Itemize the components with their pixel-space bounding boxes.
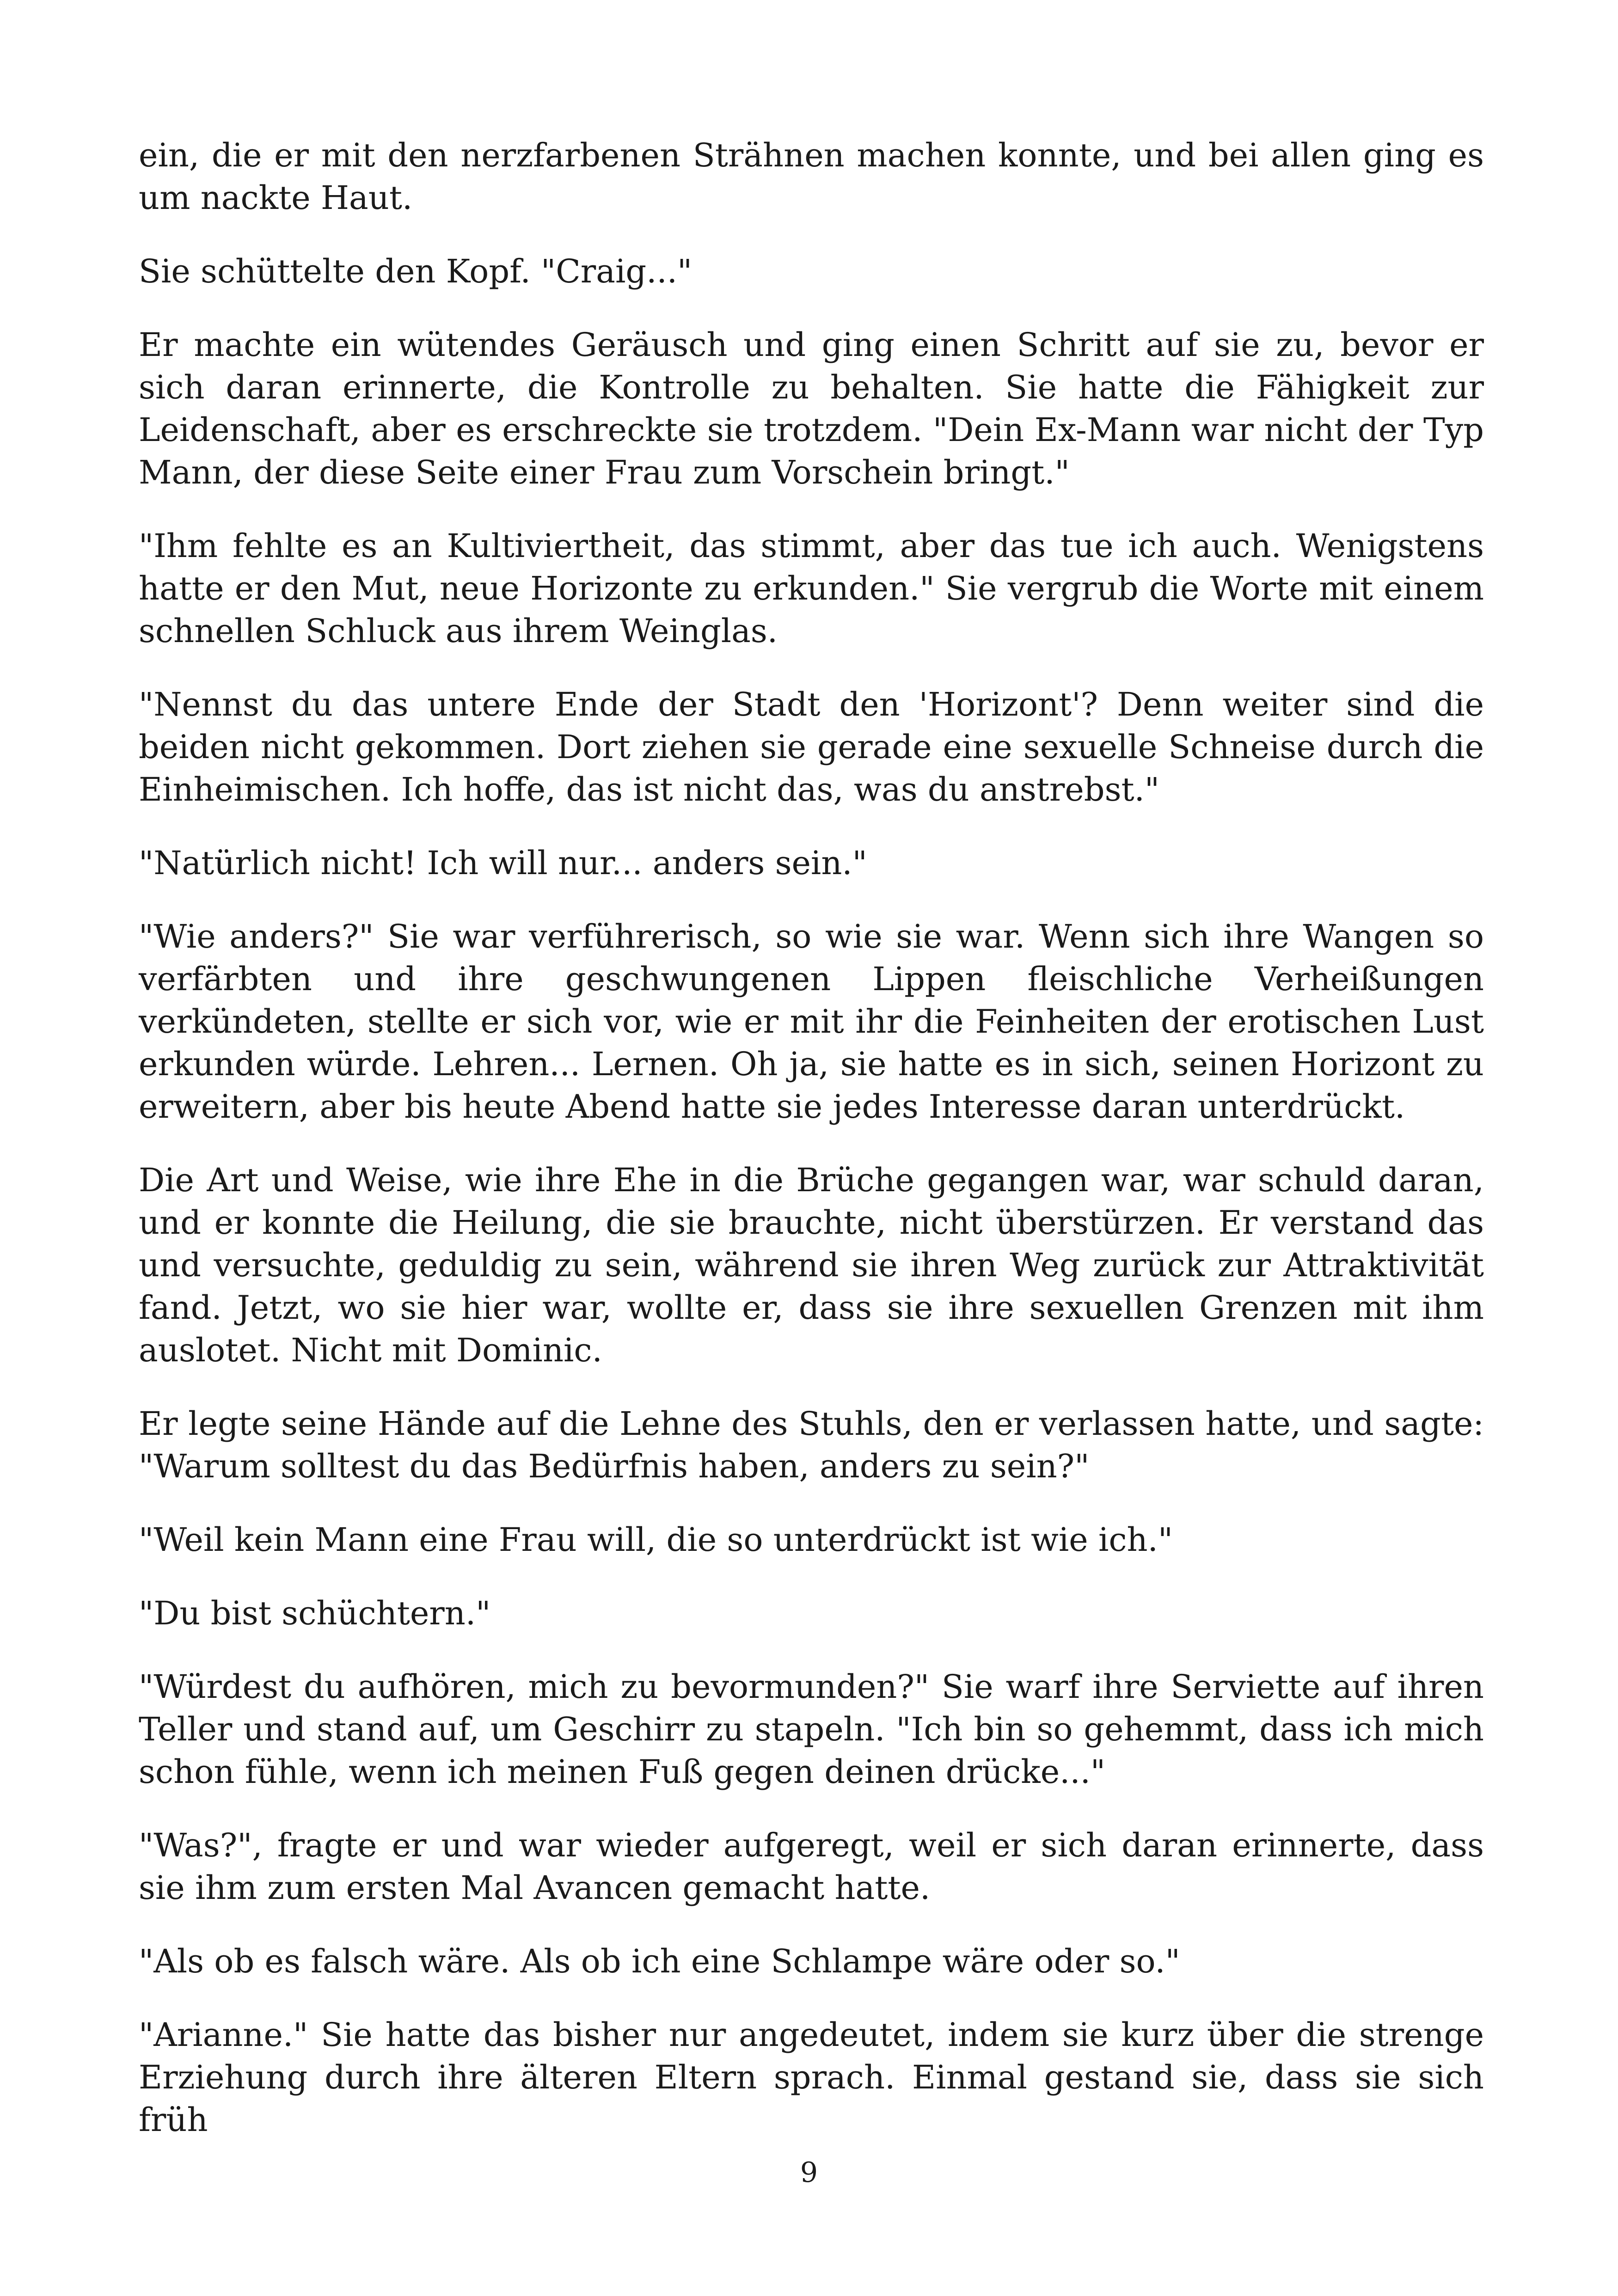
paragraph-4: "Ihm fehlte es an Kultiviertheit, das stimmt, aber das tue ich auch. Wenigstens hatte er den Mut, neue Horizonte zu erkunden." Sie vergrub die Worte mit einem schnellen Schluck aus ihrem Weinglas. [139, 527, 1484, 650]
paragraph-3: Er machte ein wütendes Geräusch und ging einen Schritt auf sie zu, bevor er sich daran erinnerte, die Kontrolle zu behalten. Sie hatte die Fähigkeit zur Leidenschaft, aber es erschreckte sie trotzdem. "Dein Ex-Mann war nicht der Typ Mann, der diese Seite einer Frau zum Vorschein bringt." [139, 326, 1484, 491]
paragraph-10: "Weil kein Mann eine Frau will, die so unterdrückt ist wie ich." [139, 1521, 1173, 1559]
paragraph-2: Sie schüttelte den Kopf. "Craig..." [139, 252, 693, 290]
paragraph-5: "Nennst du das untere Ende der Stadt den 'Horizont'? Denn weiter sind die beiden nicht gekommen. Dort ziehen sie gerade eine sexuelle Schneise durch die Einheimischen. Ich hoffe, das ist nicht das, was du anstrebst." [139, 686, 1484, 808]
paragraph-6: "Natürlich nicht! Ich will nur... anders sein." [139, 844, 867, 882]
paragraph-12: "Würdest du aufhören, mich zu bevormunden?" Sie warf ihre Serviette auf ihren Teller und stand auf, um Geschirr zu stapeln. "Ich bin so gehemmt, dass ich mich schon fühle, wenn ich meinen Fuß gegen deinen drücke..." [139, 1668, 1484, 1791]
page-number: 9 [800, 2156, 818, 2189]
paragraph-1: ein, die er mit den nerzfarbenen Strähnen machen konnte, und bei allen ging es um nackte Haut. [139, 136, 1484, 217]
paragraph-11: "Du bist schüchtern." [139, 1594, 491, 1632]
paragraph-14: "Als ob es falsch wäre. Als ob ich eine Schlampe wäre oder so." [139, 1942, 1180, 1980]
paragraph-9: Er legte seine Hände auf die Lehne des Stuhls, den er verlassen hatte, und sagte: "Warum solltest du das Bedürfnis haben, anders zu sein?" [139, 1405, 1484, 1485]
body-text [139, 134, 1484, 2172]
paragraph-15: "Arianne." Sie hatte das bisher nur angedeutet, indem sie kurz über die strenge Erziehung durch ihre älteren Eltern sprach. Einmal gestand sie, dass sie sich früh [139, 2016, 1484, 2139]
paragraph-8: Die Art und Weise, wie ihre Ehe in die Brüche gegangen war, war schuld daran, und er konnte die Heilung, die sie brauchte, nicht überstürzen. Er verstand das und versuchte, geduldig zu sein, während sie ihren Weg zurück zur Attraktivität fand. Jetzt, wo sie hier war, wollte er, dass sie ihre sexuellen Grenzen mit ihm auslotet. Nicht mit Dominic. [139, 1161, 1484, 1369]
paragraph-13: "Was?", fragte er und war wieder aufgeregt, weil er sich daran erinnerte, dass sie ihm zum ersten Mal Avancen gemacht hatte. [139, 1826, 1484, 1907]
paragraph-7: "Wie anders?" Sie war verführerisch, so wie sie war. Wenn sich ihre Wangen so verfärbten und ihre geschwungenen Lippen fleischliche Verheißungen verkündeten, stellte er sich vor, wie er mit ihr die Feinheiten der erotischen Lust erkunden würde. Lehren... Lernen. Oh ja, sie hatte es in sich, seinen Horizont zu erweitern, aber bis heute Abend hatte sie jedes Interesse daran unterdrückt. [139, 918, 1484, 1126]
